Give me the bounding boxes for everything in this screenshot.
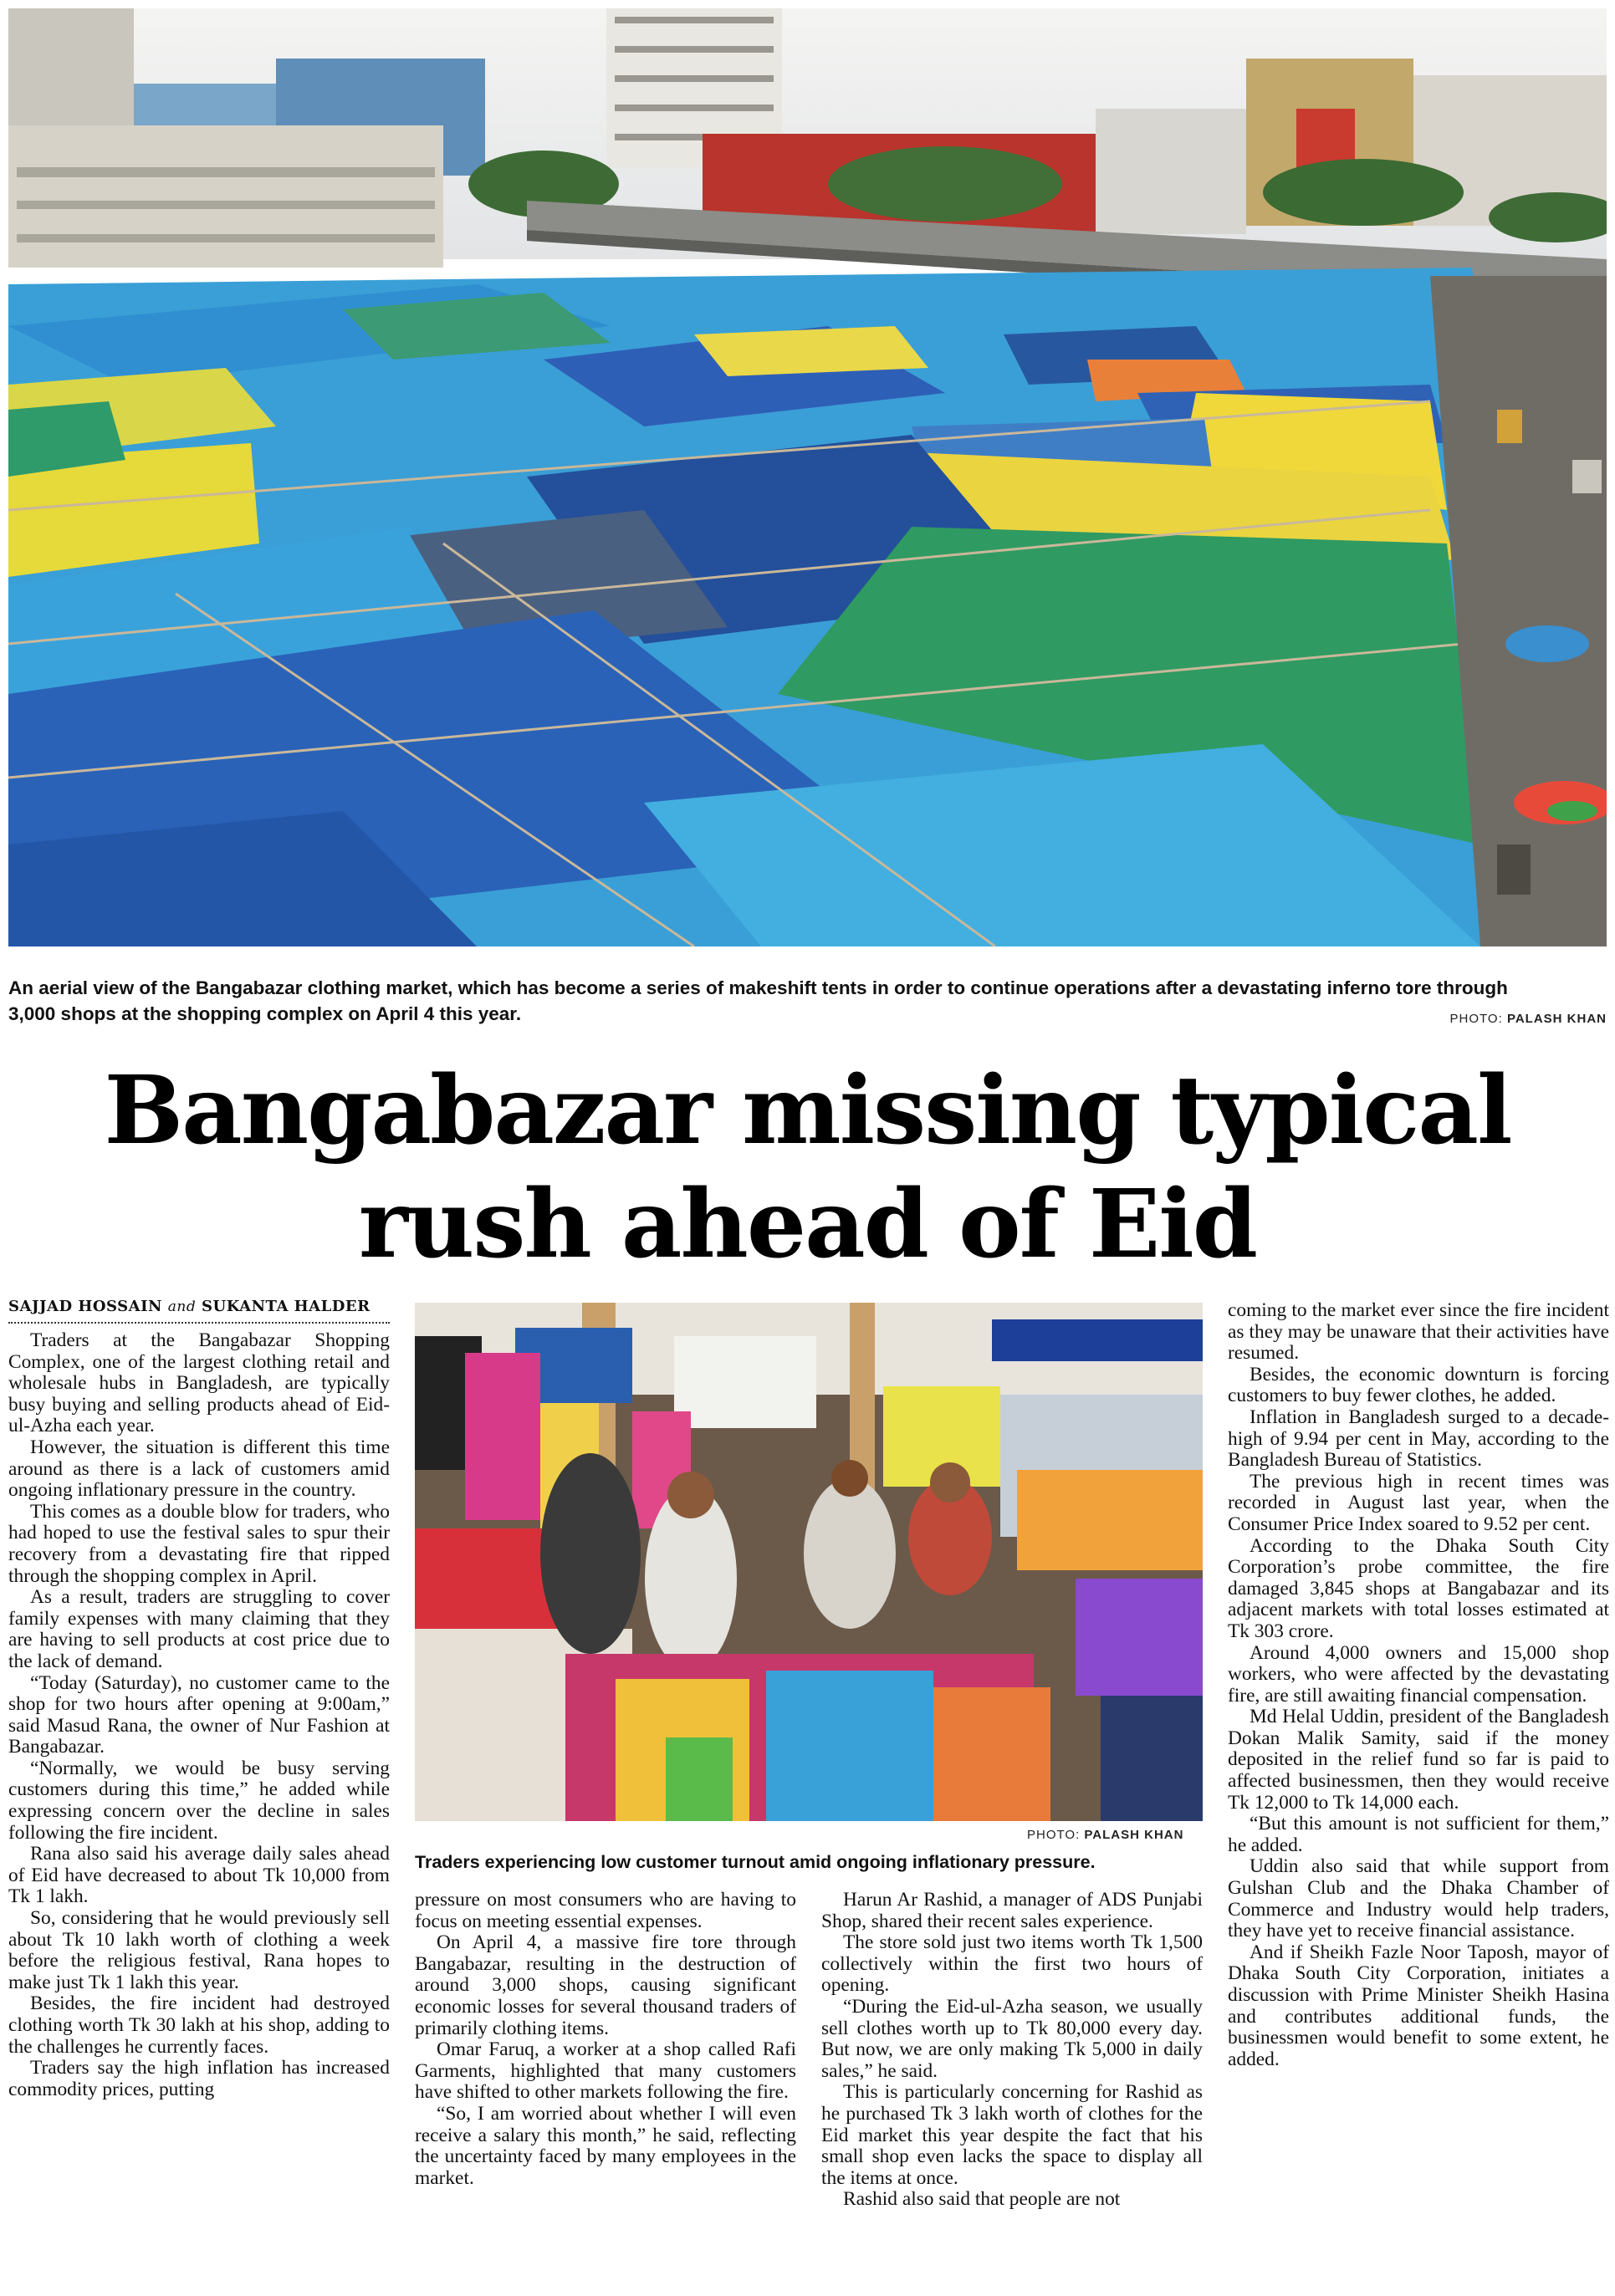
- paragraph: “But this amount is not sufficient for them,” he added.: [1228, 1813, 1609, 1856]
- article-column-1: [8, 1330, 390, 2292]
- paragraph: Around 4,000 owners and 15,000 shop workers, who were affected by the devastating fire, are still awaiting financial compensation.: [1228, 1641, 1609, 1707]
- paragraph: Uddin also said that while support from Gulshan Club and the Dhaka Chamber of Commerce and Industry would help traders, they have yet to receive financial assistance.: [1228, 1855, 1609, 1942]
- headline-line-1: Bangabazar missing typical: [104, 1056, 1511, 1166]
- paragraph: Traders at the Bangabazar Shopping Complex, one of the largest clothing retail and wholesale hubs in Bangladesh, are typically busy buying and selling products ahead of Eid-ul-Azha each year.: [8, 1330, 390, 1437]
- paragraph: Rashid also said that people are not: [843, 2188, 1121, 2211]
- article-column-3: [821, 1890, 1203, 2291]
- paragraph: As a result, traders are struggling to cover family expenses with many claiming that they are having to sell products at cost price due to the lack of demand.: [8, 1586, 390, 1672]
- market-traders-photo: [415, 1303, 1203, 1821]
- paragraph: The store sold just two items worth Tk 1,500 collectively within the first two hours of opening.: [821, 1931, 1203, 1997]
- paragraph: pressure on most consumers who are having to focus on meeting essential expenses.: [415, 1890, 796, 1932]
- credit-label: PHOTO:: [1449, 1012, 1503, 1026]
- paragraph: According to the Dhaka South City Corporation’s probe committee, the fire damaged 3,845 shops at Bangabazar and its adjacent markets with total losses estimated at Tk 303 crore.: [1228, 1534, 1609, 1642]
- hero-photo-credit: [1450, 1012, 1607, 1026]
- hero-photo: [8, 8, 1607, 946]
- byline-author-1: SAJJAD HOSSAIN: [8, 1298, 162, 1315]
- paragraph: “Today (Saturday), no customer came to the shop for two hours after opening at 9:00am,” said Masud Rana, the owner of Nur Fashion at Bangabazar.: [8, 1671, 390, 1758]
- byline-author-2: SUKANTA HALDER: [202, 1298, 371, 1315]
- paragraph: Omar Faruq, a worker at a shop called Rafi Garments, highlighted that many customers have shifted to other markets following the fire.: [415, 2038, 796, 2104]
- paragraph: Besides, the economic downturn is forcing customers to buy fewer clothes, he added.: [1228, 1363, 1609, 1407]
- paragraph: “During the Eid-ul-Azha season, we usually sell clothes worth up to Tk 80,000 every day. But now, we are only making Tk 5,000 in daily sales,” he said.: [821, 1995, 1203, 2082]
- paragraph: Rana also said his average daily sales ahead of Eid have decreased to about Tk 10,000 from Tk 1 lakh.: [8, 1843, 390, 1908]
- paragraph: And if Sheikh Fazle Noor Taposh, mayor of Dhaka South City Corporation, initiates a discussion with Prime Minister Sheikh Hasina and contributes additional funds, the businessmen would benefit to some extent, he added.: [1228, 1941, 1609, 2070]
- paragraph: Besides, the fire incident had destroyed clothing worth Tk 30 lakh at his shop, adding to the challenges he currently faces.: [8, 1992, 390, 2058]
- inset-photo-credit: [1027, 1828, 1183, 1842]
- credit-name: PALASH KHAN: [1084, 1828, 1184, 1842]
- inset-caption: Traders experiencing low customer turnout amid ongoing inflationary pressure.: [415, 1852, 1096, 1872]
- paragraph: This is particularly concerning for Rashid as he purchased Tk 3 lakh worth of clothes for the Eid market this year despite the fact that his small shop even lacks the space to display all the items at once.: [821, 2081, 1203, 2189]
- headline-line-2: rush ahead of Eid: [358, 1170, 1257, 1279]
- paragraph: Md Helal Uddin, president of the Bangladesh Dokan Malik Samity, said if the money deposited in the relief fund so far is paid to affected businessmen, then they would receive Tk 12,000 to Tk 14,000 each.: [1228, 1706, 1609, 1814]
- credit-name: PALASH KHAN: [1506, 1012, 1607, 1026]
- paragraph: The previous high in recent times was recorded in August last year, when the Consumer Price Index soared to 9.52 per cent.: [1228, 1470, 1609, 1535]
- paragraph: However, the situation is different this time around as there is a lack of customers amid ongoing inflationary pressure in the country.: [8, 1436, 390, 1502]
- article-column-4: [1228, 1300, 1609, 2292]
- paragraph: So, considering that he would previously sell about Tk 10 lakh worth of clothing a week before the religious festival, Rana hopes to make just Tk 1 lakh this year.: [8, 1907, 390, 1993]
- paragraph: On April 4, a massive fire tore through Bangabazar, resulting in the destruction of around 3,000 shops, causing significant economic losses for several thousand traders of primarily clothing items.: [415, 1931, 796, 2039]
- byline: [8, 1298, 390, 1324]
- inset-photo: [415, 1303, 1203, 1821]
- paragraph: Traders say the high inflation has increased commodity prices, putting: [8, 2057, 390, 2100]
- paragraph: Inflation in Bangladesh surged to a decade-high of 9.94 per cent in May, according to the Bangladesh Bureau of Statistics.: [1228, 1406, 1609, 1472]
- paragraph: coming to the market ever since the fire incident as they may be unaware that their activities have resumed.: [1228, 1300, 1609, 1365]
- paragraph: Harun Ar Rashid, a manager of ADS Punjabi Shop, shared their recent sales experience.: [821, 1890, 1203, 1932]
- article-column-2: [415, 1890, 796, 2291]
- paragraph: This comes as a double blow for traders, who had hoped to use the festival sales to spur their recovery from a devastating fire that ripped through the shopping complex in April.: [8, 1500, 390, 1587]
- paragraph: “So, I am worried about whether I will even receive a salary this month,” he said, reflecting the uncertainty faced by many employees in the market.: [415, 2102, 796, 2189]
- byline-conj: and: [167, 1299, 197, 1315]
- aerial-tents-photo: [8, 8, 1607, 946]
- hero-caption: An aerial view of the Bangabazar clothing market, which has become a series of makeshift tents in order to continue operations after a devastating inferno tore through 3,000 shops at the shopping complex on April 4 this year.: [8, 977, 1508, 1024]
- paragraph: “Normally, we would be busy serving customers during this time,” he added while expressing concern over the decline in sales following the fire incident.: [8, 1757, 390, 1844]
- credit-label: PHOTO:: [1027, 1828, 1081, 1842]
